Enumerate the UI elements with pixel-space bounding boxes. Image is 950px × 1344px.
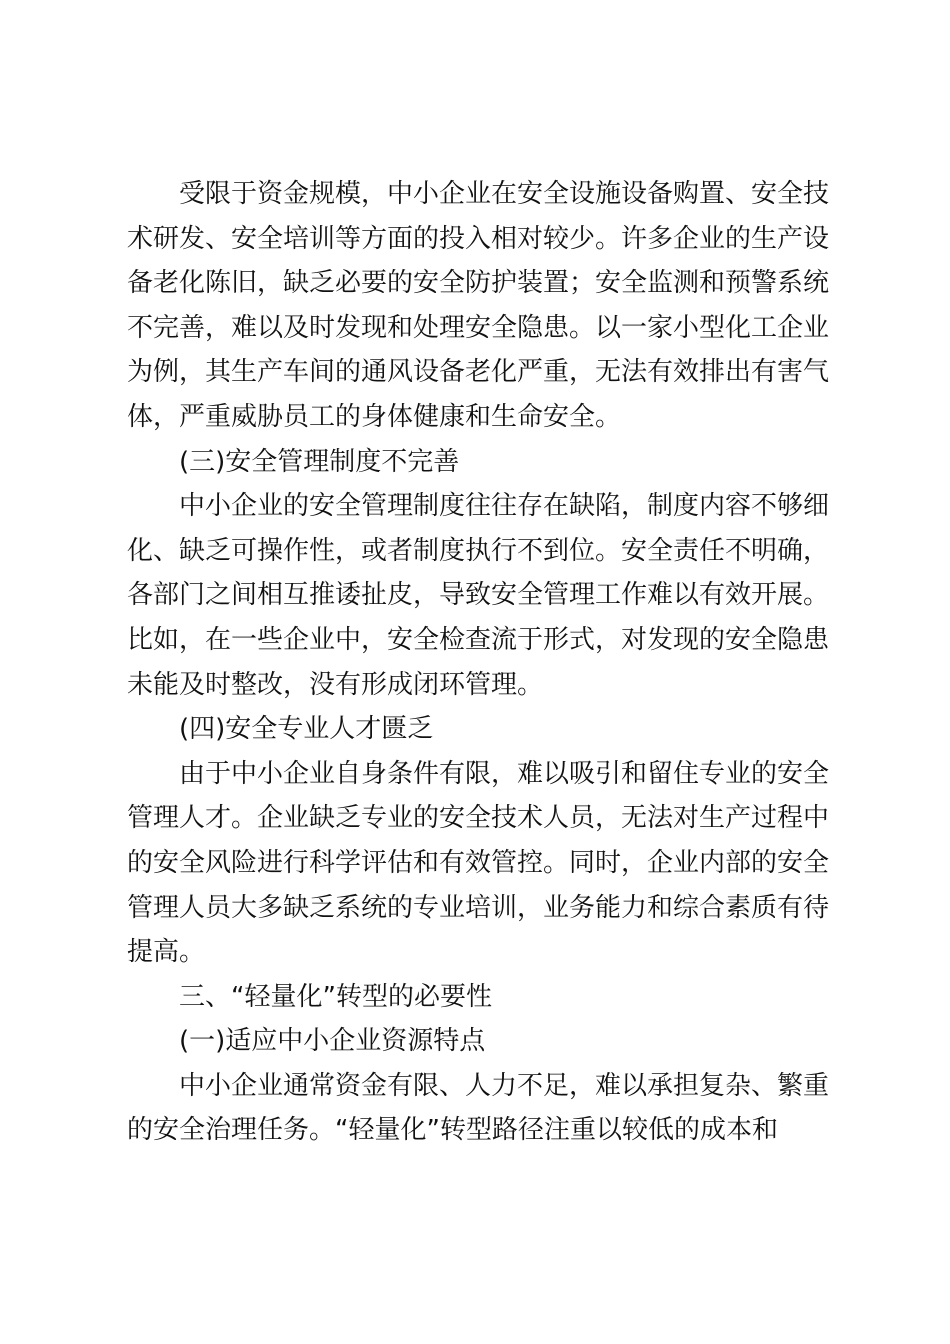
paragraph-line: 备老化陈旧，缺乏必要的安全防护装置；安全监测和预警系统 [127, 268, 830, 299]
paragraph-line: 体，严重威胁员工的身体健康和生命安全。 [127, 401, 622, 432]
paragraph-line: 比如，在一些企业中，安全检查流于形式，对发现的安全隐患 [127, 624, 830, 655]
paragraph-line: 的安全风险进行科学评估和有效管控。同时，企业内部的安全 [127, 847, 830, 878]
paragraph-line: 受限于资金规模，中小企业在安全设施设备购置、安全技 [179, 179, 830, 209]
paragraph-line: 管理人员大多缺乏系统的专业培训，业务能力和综合素质有待 [127, 892, 830, 923]
paragraph-line: 为例，其生产车间的通风设备老化严重，无法有效排出有害气 [127, 357, 830, 388]
section-heading: (三)安全管理制度不完善 [179, 446, 460, 477]
paragraph-line: 未能及时整改，没有形成闭环管理。 [127, 669, 544, 700]
paragraph-line: 管理人才。企业缺乏专业的安全技术人员，无法对生产过程中 [127, 803, 830, 834]
section-heading: (一)适应中小企业资源特点 [179, 1026, 486, 1057]
paragraph-line: 由于中小企业自身条件有限，难以吸引和留住专业的安全 [179, 758, 830, 789]
paragraph-line: 提高。 [127, 937, 206, 968]
paragraph-line: 中小企业通常资金有限、人力不足，难以承担复杂、繁重 [179, 1070, 830, 1101]
section-heading: (四)安全专业人才匮乏 [179, 714, 434, 745]
paragraph-line: 的安全治理任务。“轻量化”转型路径注重以较低的成本和 [127, 1115, 778, 1146]
paragraph-line: 各部门之间相互推诿扯皮，导致安全管理工作难以有效开展。 [127, 580, 830, 611]
document-body [127, 172, 830, 1153]
paragraph-line: 中小企业的安全管理制度往往存在缺陷，制度内容不够细 [179, 491, 830, 522]
section-heading: 三、“轻量化”转型的必要性 [179, 981, 492, 1012]
paragraph-line: 化、缺乏可操作性，或者制度执行不到位。安全责任不明确， [127, 535, 830, 566]
paragraph-line: 术研发、安全培训等方面的投入相对较少。许多企业的生产设 [127, 223, 830, 254]
paragraph-line: 不完善，难以及时发现和处理安全隐患。以一家小型化工企业 [127, 312, 830, 343]
